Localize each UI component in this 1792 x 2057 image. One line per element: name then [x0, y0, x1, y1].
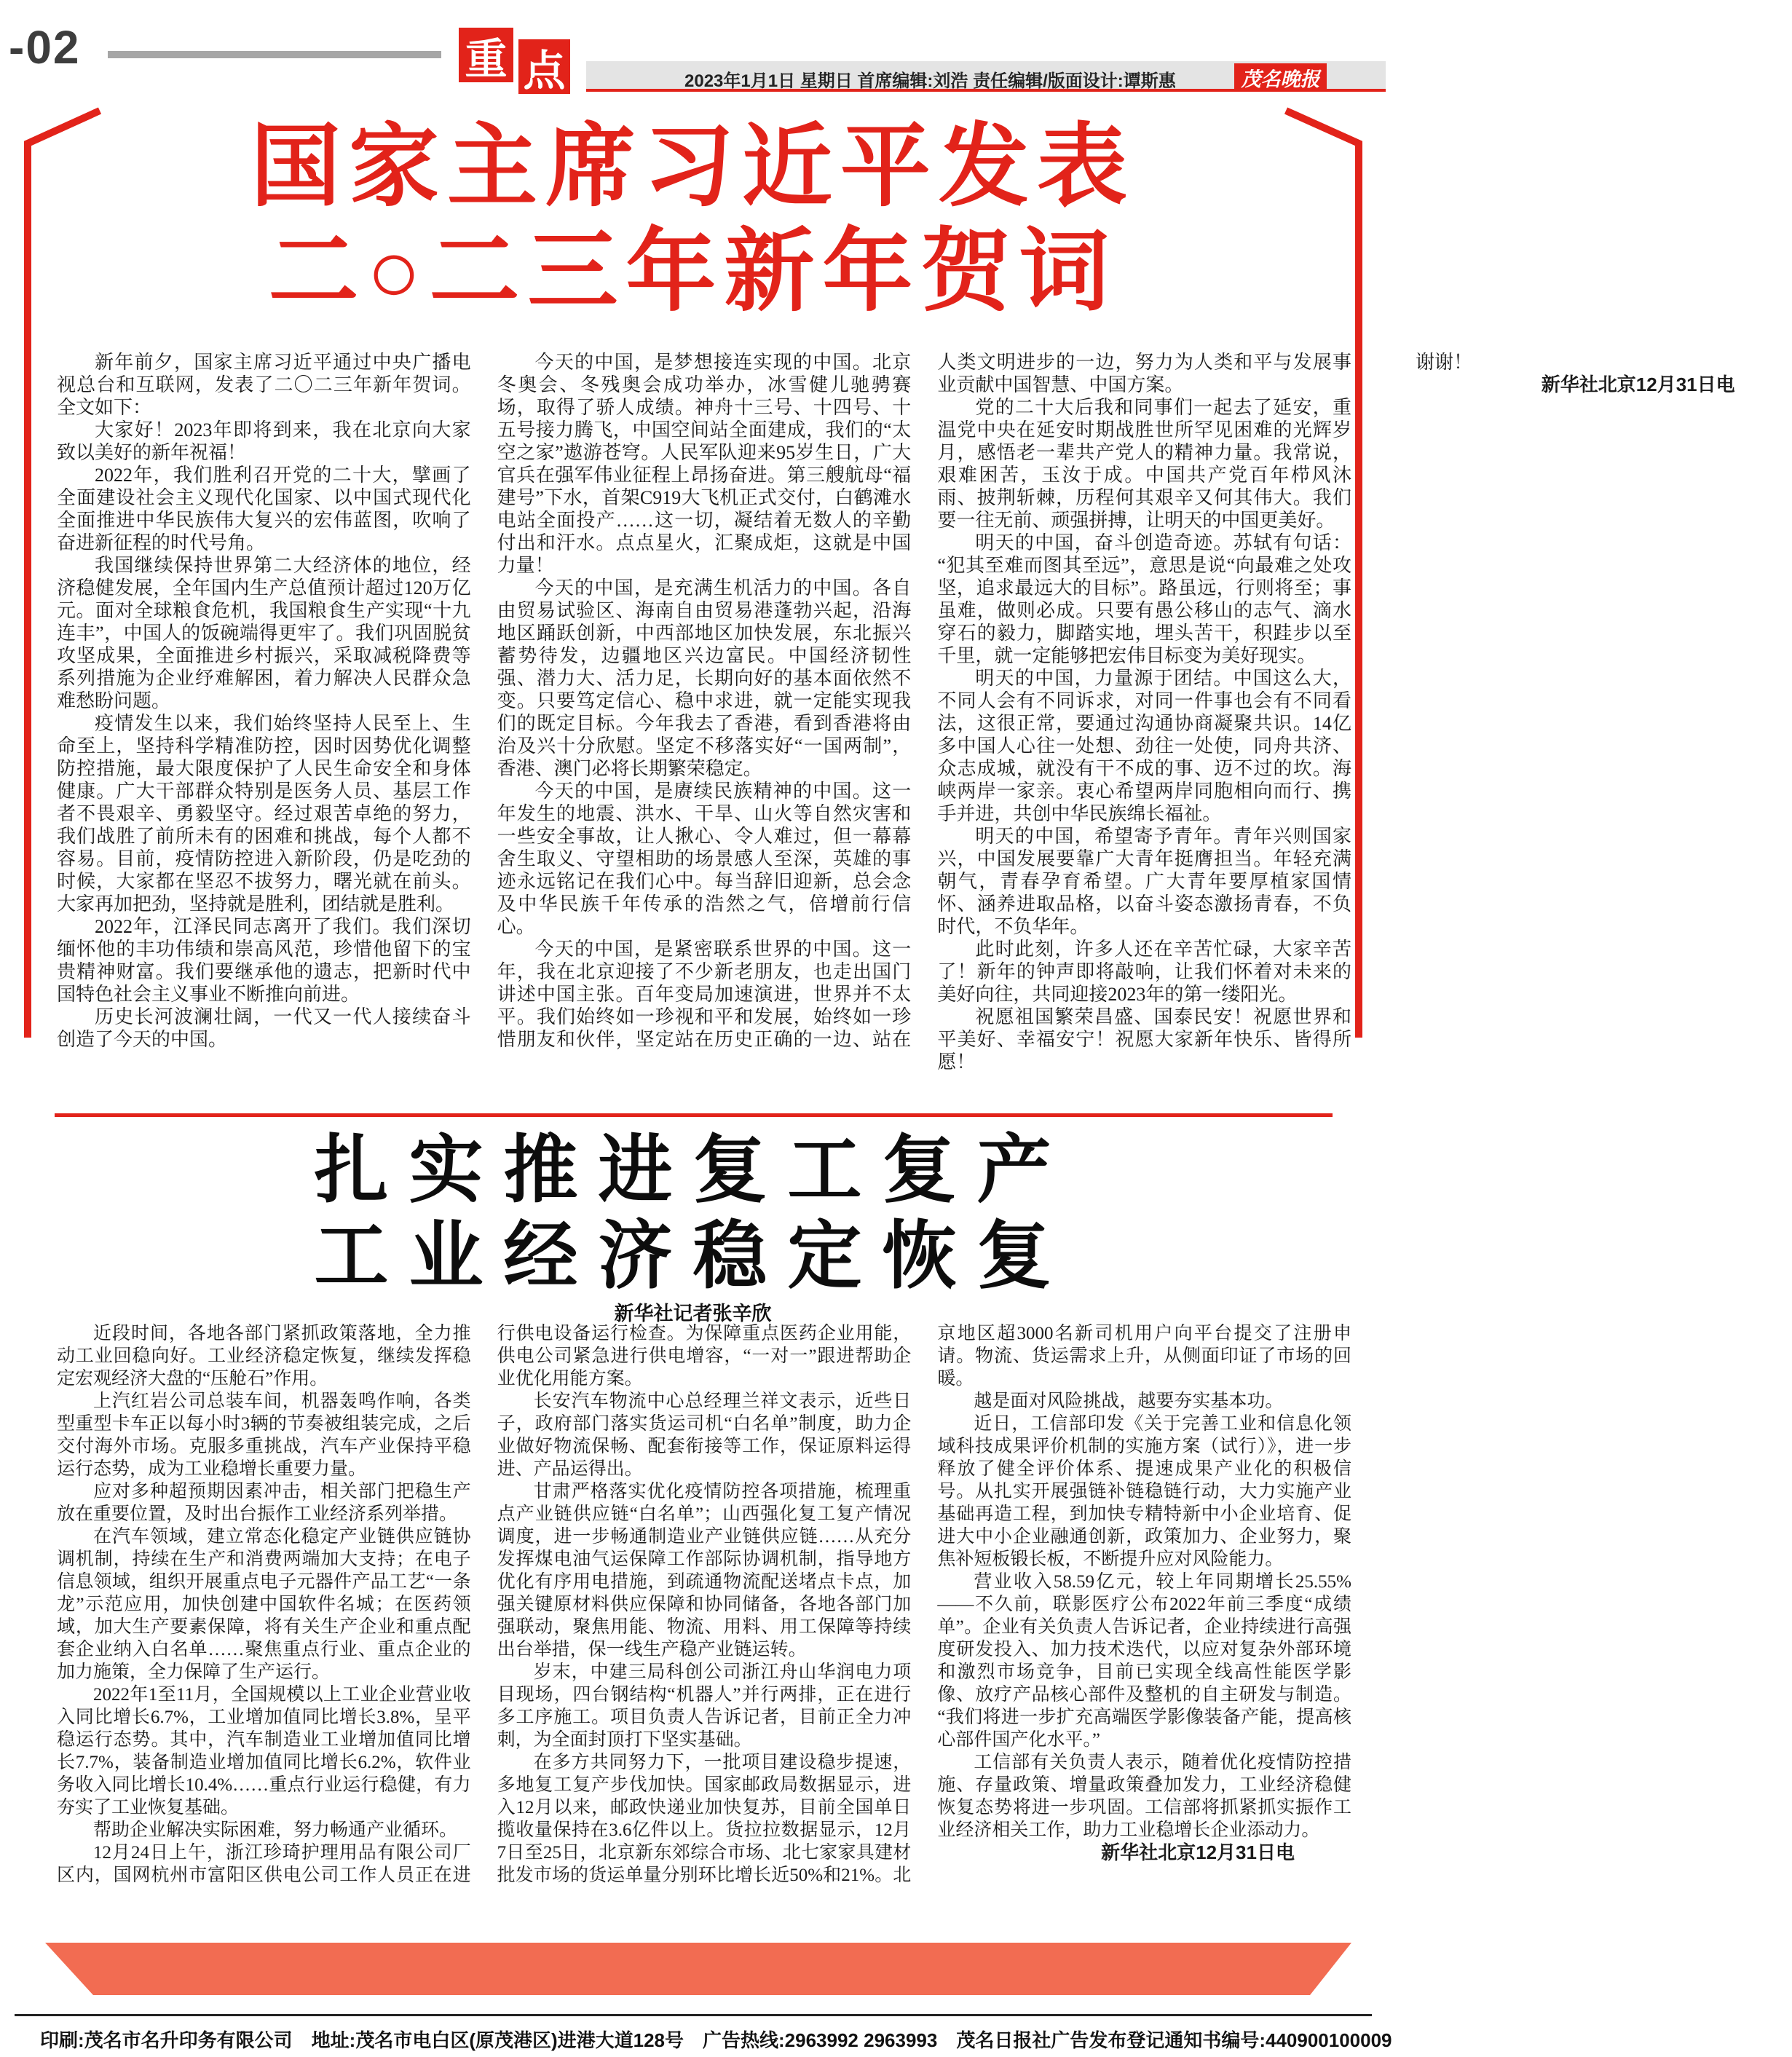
paragraph: 甘肃严格落实优化疫情防控各项措施，梳理重点产业链供应链“白名单”；山西强化复工复产情况调度，进一步畅通制造业产业链供应链……从充分发挥煤电油气运保障工作部际协调机制，指导地方优化有序用电措施，到疏通物流配送堵点卡点，加强关键原材料供应保障和协同储备，各地各部门加强联动，聚焦用能、物流、用料、用工保障等持续出台举措，保一线生产稳产业链运转。 [497, 1482, 912, 1659]
paragraph: 越是面对风险挑战，越要夯实基本功。 [974, 1391, 1284, 1411]
paragraph: 工信部有关负责人表示，随着优化疫情防控措施、存量政策、增量政策叠加发力，工业经济稳健恢复态势将进一步巩固。工信部将抓紧抓实振作工业经济相关工作，助力工业稳增长企业添动力。 [937, 1753, 1351, 1840]
article1-body [57, 351, 1735, 1073]
date-bar [586, 61, 1386, 92]
paragraph: 疫情发生以来，我们始终坚持人民至上、生命至上，坚持科学精准防控，因时因势优化调整防控措施，最大限度保护了人民生命安全和身体健康。广大干部群众特别是医务人员、基层工作者不畏艰辛、勇毅坚守。经过艰苦卓绝的努力，我们战胜了前所未有的困难和挑战，每个人都不容易。目前，疫情防控进入新阶段，仍是吃劲的时候，大家都在坚忍不拔努力，曙光就在前头。大家再加把劲，坚持就是胜利，团结就是胜利。 [57, 713, 471, 915]
paragraph: 帮助企业解决实际困难，努力畅通产业循环。 [93, 1820, 458, 1840]
paragraph: 大家好！2023年即将到来，我在北京向大家致以美好的新年祝福！ [57, 419, 471, 463]
paragraph: 党的二十大后我和同事们一起去了延安，重温党中央在延安时期战胜世所罕见困难的光辉岁月，感悟老一辈共产党人的精神力量。我常说，艰难困苦，玉汝于成。中国共产党百年栉风沐雨、披荆斩棘，历程何其艰辛又何其伟大。我们要一往无前、顽强拼搏，让明天的中国更美好。 [937, 397, 1351, 531]
bottom-ribbon [45, 1943, 1351, 1995]
paragraph: 历史长河波澜壮阔，一代又一代人接续奋斗创造了今天的中国。 [57, 1006, 471, 1050]
page-number: -02 [9, 21, 81, 74]
paragraph: 谢谢！ [1415, 352, 1472, 373]
article2-headline-line2: 工业经济稳定恢复 [314, 1215, 1072, 1298]
article1-dateline: 新华社北京12月31日电 [1541, 374, 1735, 395]
article2-byline: 新华社记者张辛欣 [614, 1303, 772, 1324]
article2-paragraphs [57, 1322, 1351, 1901]
article1-headline [0, 115, 1386, 325]
paragraph: 今天的中国，是充满生机活力的中国。各自由贸易试验区、海南自由贸易港蓬勃兴起，沿海地区踊跃创新，中西部地区加快发展，东北振兴蓄势待发，边疆地区兴边富民。中国经济韧性强、潜力大、活力足，长期向好的基本面依然不变。只要笃定信心、稳中求进，就一定能实现我们的既定目标。今年我去了香港，看到香港将由治及兴十分欣慰。坚定不移落实好“一国两制”，香港、澳门必将长期繁荣稳定。 [497, 577, 912, 779]
footer-imprint: 印刷:茂名市名升印务有限公司 地址:茂名市电白区(原茂港区)进港大道128号 广告热线:2963992 2963993 茂名日报社广告发布登记通知书编号:440900100009 [40, 2029, 1392, 2051]
paragraph: 今天的中国，是赓续民族精神的中国。这一年发生的地震、洪水、干旱、山火等自然灾害和一些安全事故，让人揪心、令人难过，但一幕幕舍生取义、守望相助的场景感人至深，英雄的事迹永远铭记在我们心中。每当辞旧迎新，总会念及中华民族千年传承的浩然之气，倍增前行信心。 [497, 781, 912, 937]
article2-dateline: 新华社北京12月31日电 [1101, 1841, 1295, 1863]
paragraph: 2022年1至11月，全国规模以上工业企业营业收入同比增长6.7%，工业增加值同比增长3.8%，呈平稳运行态势。其中，汽车制造业工业增加值同比增长7.7%，装备制造业增加值同比增长6.2%，软件业务收入同比增长10.4%……重点行业运行稳健，有力夯实了工业恢复基础。 [57, 1685, 471, 1817]
paragraph: 岁末，中建三局科创公司浙江舟山华润电力项目现场，四台钢结构“机器人”并行两排，正在进行多工序施工。项目负责人告诉记者，目前正全力冲刺，为全面封顶打下坚实基础。 [497, 1662, 912, 1750]
article1-paragraphs [57, 351, 1792, 1073]
paragraph: 我国继续保持世界第二大经济体的地位，经济稳健发展，全年国内生产总值预计超过120万亿元。面对全球粮食危机，我国粮食生产实现“十九连丰”，中国人的饭碗端得更牢了。我们巩固脱贫攻坚成果，全面推进乡村振兴，采取减税降费等系列措施为企业纾难解困，着力解决人民群众急难愁盼问题。 [57, 555, 471, 711]
paragraph: 应对多种超预期因素冲击，相关部门把稳生产放在重要位置，及时出台振作工业经济系列举措。 [57, 1482, 471, 1524]
paragraph: 此时此刻，许多人还在辛苦忙碌，大家辛苦了！新年的钟声即将敲响，让我们怀着对未来的美好向往，共同迎接2023年的第一缕阳光。 [937, 939, 1351, 1005]
section-tag-char-1: 重 [459, 28, 513, 82]
paragraph: 明天的中国，力量源于团结。中国这么大，不同人会有不同诉求，对同一件事也会有不同看法，这很正常，要通过沟通协商凝聚共识。14亿多中国人心往一处想、劲往一处使，同舟共济、众志成城，就没有干不成的事、迈不过的坎。海峡两岸一家亲。衷心希望两岸同胞相向而行、携手并进，共创中华民族绵长福祉。 [937, 668, 1351, 824]
paragraph: 上汽红岩公司总装车间，机器轰鸣作响，各类型重型卡车正以每小时3辆的节奏被组装完成，之后交付海外市场。克服多重挑战，汽车产业保持平稳运行态势，成为工业稳增长重要力量。 [57, 1391, 471, 1479]
paragraph: 新年前夕，国家主席习近平通过中央广播电视总台和互联网，发表了二〇二三年新年贺词。全文如下： [57, 352, 471, 418]
article-divider-rule [55, 1113, 1333, 1117]
footer-rule [15, 2014, 1372, 2016]
paragraph: 在多方共同努力下，一批项目建设稳步提速，多地复工复产步伐加快。国家邮政局数据显示，进入12月以来，邮政快递业加快复苏，目前全国单日揽收量保持在3.6亿件以上。货拉拉数据显示，12月7日至25日，北京新东郊综合市场、北七家家具建材批发市场的货运单量分别环比增长近50%和21%。北京地区超3000名新司机用户向平台提交了注册申请。物流、货运需求上升，从侧面印证了市场的回暖。 [497, 1324, 1351, 1885]
article1-headline-line2: 二○二三年新年贺词 [268, 221, 1118, 322]
paragraph: 明天的中国，奋斗创造奇迹。苏轼有句话：“犯其至难而图其至远”，意思是说“向最难之处攻坚，追求最远大的目标”。路虽远，行则将至；事虽难，做则必成。只要有愚公移山的志气、滴水穿石的毅力，脚踏实地，埋头苦干，积跬步以至千里，就一定能够把宏伟目标变为美好现实。 [937, 532, 1351, 666]
paragraph: 今天的中国，是梦想接连实现的中国。北京冬奥会、冬残奥会成功举办，冰雪健儿驰骋赛场，取得了骄人成绩。神舟十三号、十四号、十五号接力腾飞，中国空间站全面建成，我们的“太空之家”遨游苍穹。人民军队迎来95岁生日，广大官兵在强军伟业征程上昂扬奋进。第三艘航母“福建号”下水，首架C919大飞机正式交付，白鹤滩水电站全面投产……这一切，凝结着无数人的辛勤付出和汗水。点点星火，汇聚成炬，这就是中国力量！ [497, 352, 912, 576]
header-rule [108, 51, 441, 58]
section-tag-char-2: 点 [518, 39, 570, 94]
paragraph: 近段时间，各地各部门紧抓政策落地，全力推动工业回稳向好。工业经济稳定恢复，继续发挥稳定宏观经济大盘的“压舱石”作用。 [57, 1324, 471, 1389]
section-tag [459, 28, 575, 97]
paragraph: 2022年，我们胜利召开党的二十大，擘画了全面建设社会主义现代化国家、以中国式现代化全面推进中华民族伟大复兴的宏伟蓝图，吹响了奋进新征程的时代号角。 [57, 465, 471, 553]
paragraph: 近日，工信部印发《关于完善工业和信息化领域科技成果评价机制的实施方案（试行）》，进一步释放了健全评价体系、提速成果产业化的积极信号。从扎实开展强链补链稳链行动，大力实施产业基础再造工程，到加快专精特新中小企业培育、促进大中小企业融通创新，政策加力、企业努力，聚焦补短板锻长板，不断提升应对风险能力。 [937, 1414, 1351, 1569]
article1-headline-line1: 国家主席习近平发表 [250, 117, 1135, 217]
paragraph: 明天的中国，希望寄予青年。青年兴则国家兴，中国发展要靠广大青年挺膺担当。年轻充满朝气，青春孕育希望。广大青年要厚植家国情怀、涵养进取品格，以奋斗姿态激扬青春，不负时代，不负华年。 [937, 826, 1351, 937]
article2-body [57, 1322, 1351, 1901]
paragraph: 今天的中国，是紧密联系世界的中国。这一年，我在北京迎接了不少新老朋友，也走出国门讲述中国主张。百年变局加速演进，世界并不太平。我们始终如一珍视和平和发展，始终如一珍惜朋友和伙伴，坚定站在历史正确的一边、站在人类文明进步的一边，努力为人类和平与发展事业贡献中国智慧、中国方案。 [497, 352, 1351, 1050]
date-editor-line: 2023年1月1日 星期日 首席编辑:刘浩 责任编辑/版面设计:谭斯惠 [684, 71, 1176, 91]
paragraph: 12月24日上午，浙江珍琦护理用品有限公司厂区内，国网杭州市富阳区供电公司工作人员正在进行供电设备运行检查。为保障重点医药企业用能，供电公司紧急进行供电增容，“一对一”跟进帮助企业优化用能方案。 [57, 1324, 912, 1885]
article2-headline-line1: 扎实推进复工复产 [314, 1129, 1072, 1212]
article2-headline [0, 1127, 1386, 1300]
paragraph: 2022年，江泽民同志离开了我们。我们深切缅怀他的丰功伟绩和崇高风范，珍惜他留下的宝贵精神财富。我们要继承他的遗志，把新时代中国特色社会主义事业不断推向前进。 [57, 916, 471, 1005]
paragraph: 在汽车领域，建立常态化稳定产业链供应链协调机制，持续在生产和消费两端加大支持；在电子信息领域，组织开展重点电子元器件产品工艺“一条龙”示范应用，加快创建中国软件名城；在医药领域，加大生产要素保障，将有关生产企业和重点配套企业纳入白名单……聚焦重点行业、重点企业的加力施策，全力保障了生产运行。 [57, 1527, 471, 1682]
paragraph: 祝愿祖国繁荣昌盛、国泰民安！祝愿世界和平美好、幸福安宁！祝愿大家新年快乐、皆得所愿！ [937, 1006, 1351, 1073]
paragraph: 长安汽车物流中心总经理兰祥文表示，近些日子，政府部门落实货运司机“白名单”制度，助力企业做好物流保畅、配套衔接等工作，保证原料运得进、产品运得出。 [497, 1391, 912, 1479]
paragraph: 营业收入58.59亿元，较上年同期增长25.55%——不久前，联影医疗公布2022年前三季度“成绩单”。企业有关负责人告诉记者，企业持续进行高强度研发投入、加力技术迭代，以应对复杂外部环境和激烈市场竞争，目前已实现全线高性能医学影像、放疗产品核心部件及整机的自主研发与制造。“我们将进一步扩充高端医学影像装备产能，提高核心部件国产化水平。” [937, 1572, 1351, 1750]
masthead-logo: 茂名晚报 [1234, 63, 1327, 91]
